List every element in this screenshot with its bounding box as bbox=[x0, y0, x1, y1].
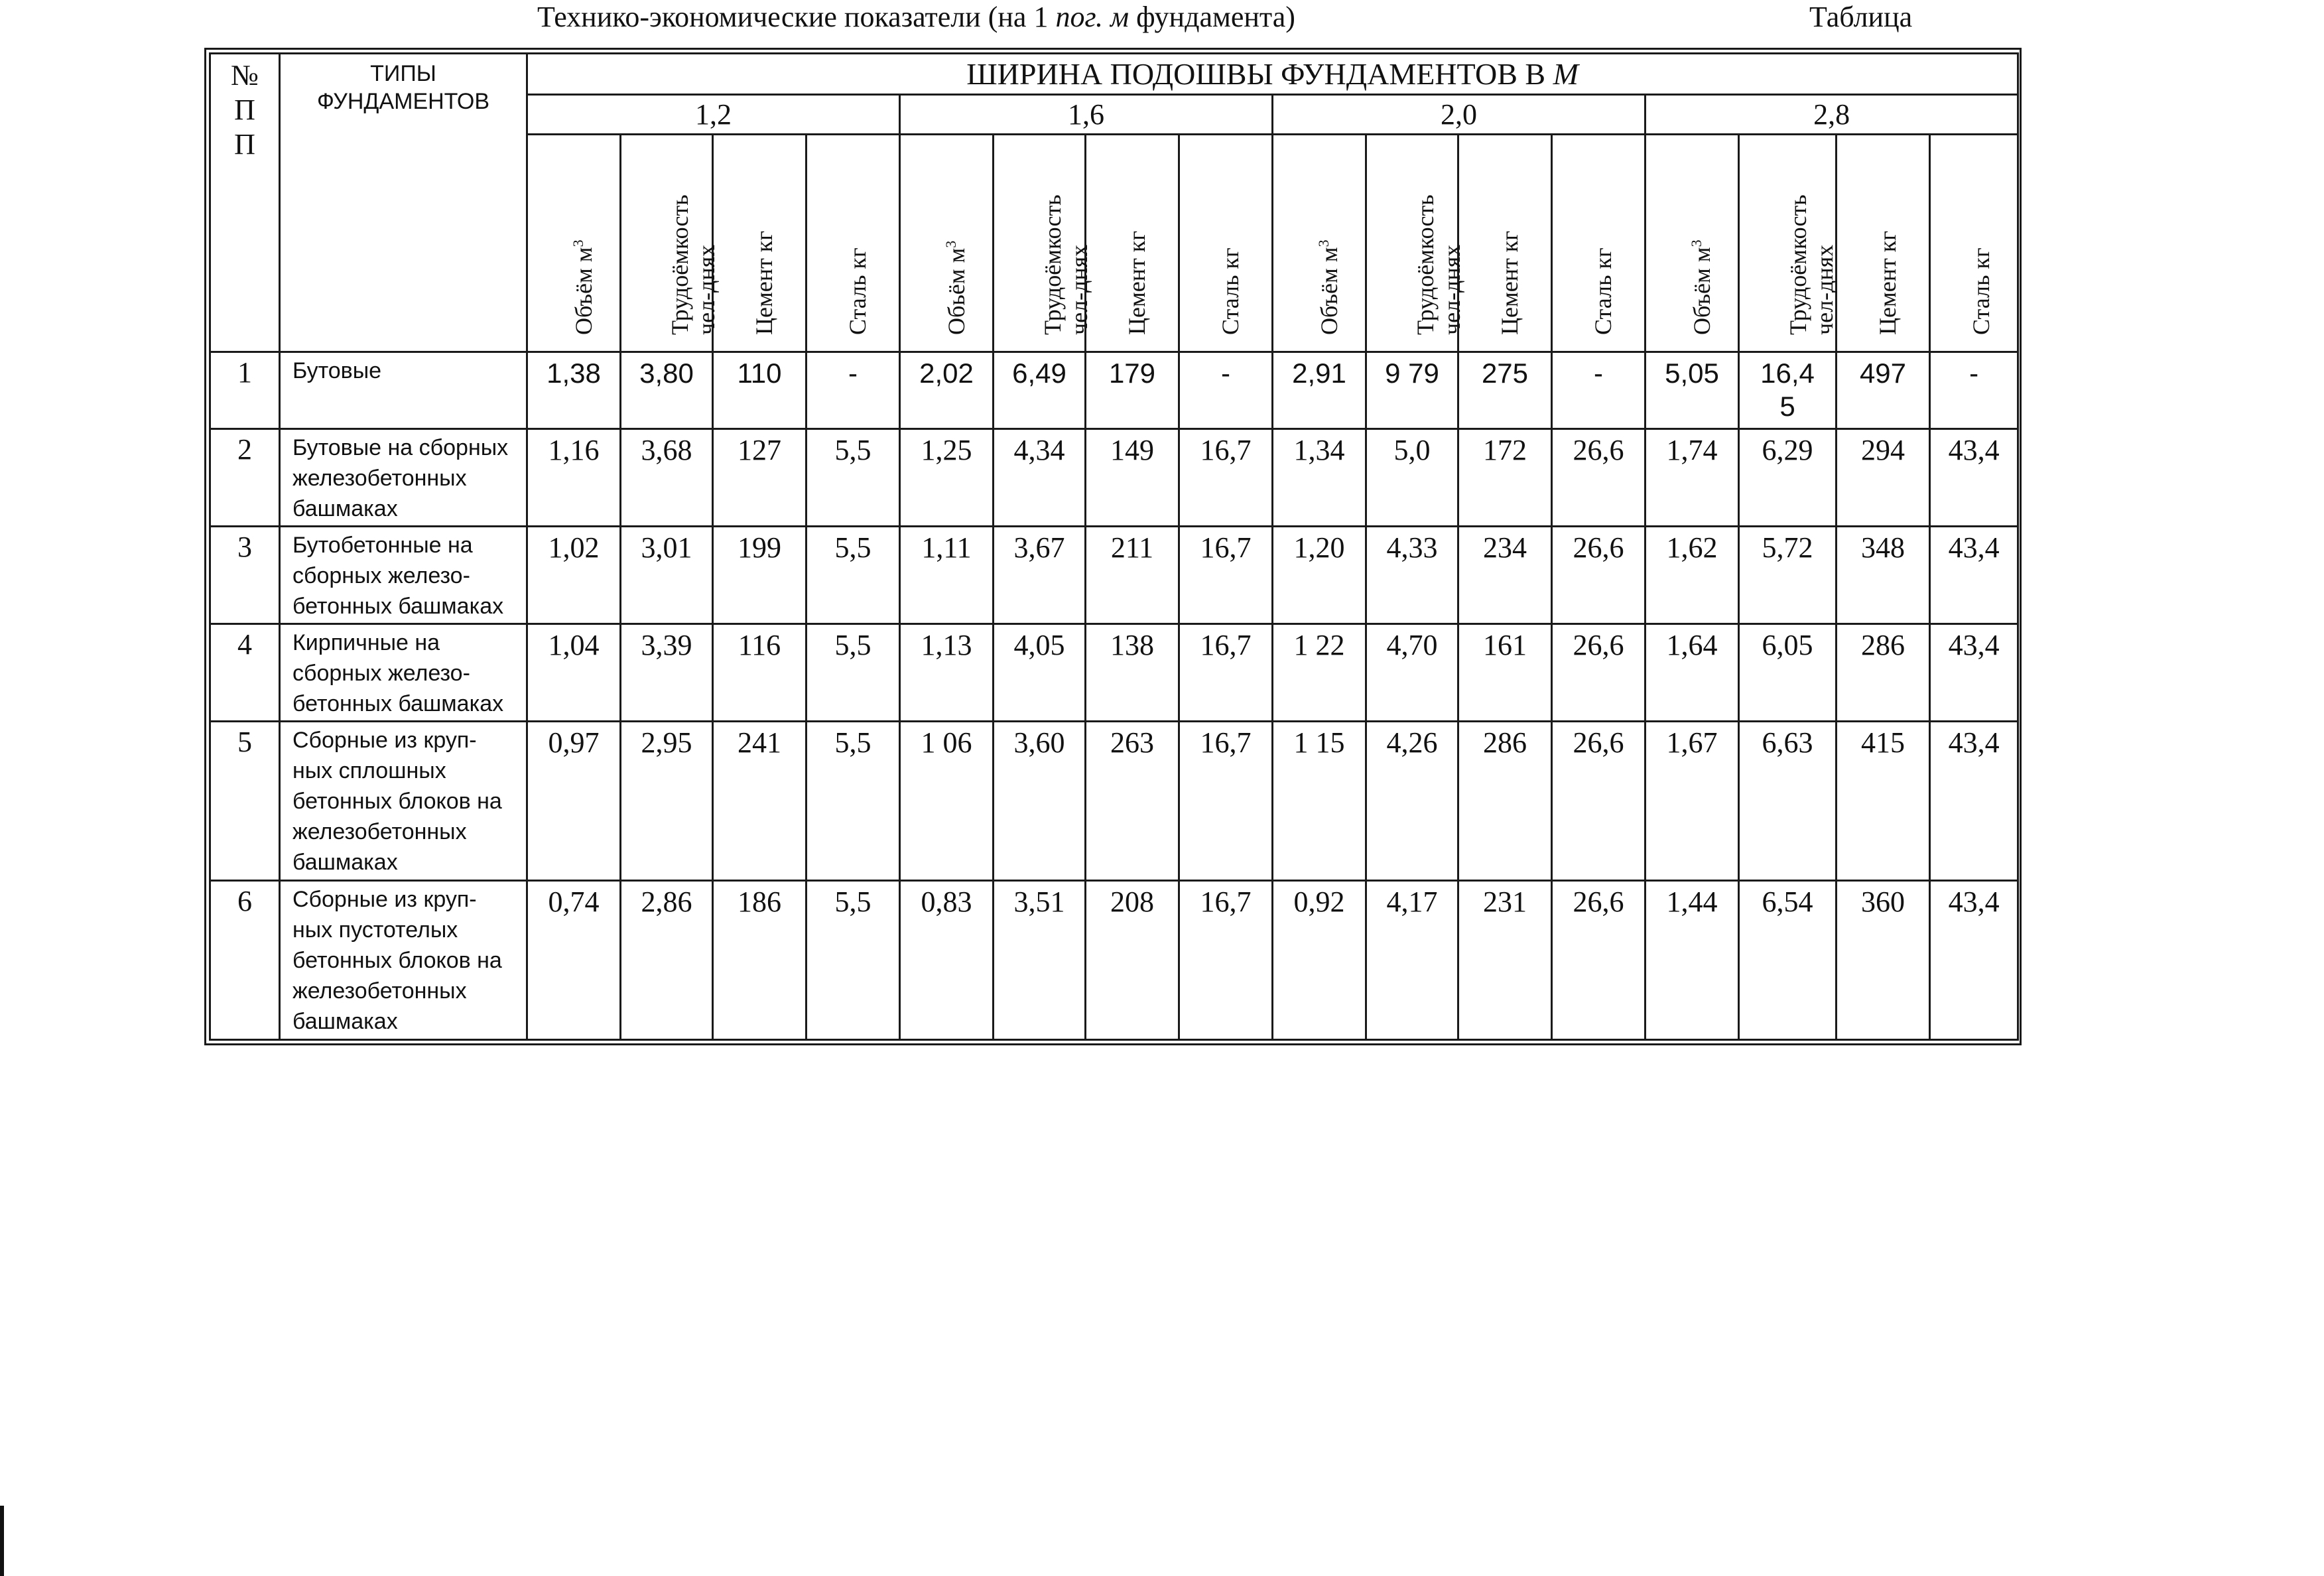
subheader-labor-line: чел-днях bbox=[693, 244, 720, 335]
row-value-cell: 5,5 bbox=[807, 624, 900, 722]
row-value-cell: 497 bbox=[1837, 352, 1930, 429]
row-value-cell: 1,67 bbox=[1646, 722, 1739, 881]
subheader-steel-text bbox=[1590, 247, 1616, 335]
row-value-cell: 116 bbox=[713, 624, 807, 722]
row-value-cell: 0,74 bbox=[527, 881, 621, 1040]
row-foundation-type bbox=[280, 352, 527, 429]
row-value-cell: 286 bbox=[1837, 624, 1930, 722]
row-value-cell: 1,74 bbox=[1646, 429, 1739, 527]
row-value-cell: - bbox=[1930, 352, 2018, 429]
row-value-cell: 4,26 bbox=[1366, 722, 1458, 881]
row-value-cell: 43,4 bbox=[1930, 881, 2018, 1040]
table-row bbox=[210, 722, 2018, 881]
foundation-type-line: ных пустотелых bbox=[292, 917, 458, 943]
row-value-cell: 3,68 bbox=[621, 429, 713, 527]
row-value-cell: 138 bbox=[1086, 624, 1179, 722]
foundation-type-line: Сборные из круп- bbox=[292, 728, 477, 753]
subheader-cement-cell bbox=[1086, 135, 1179, 352]
table-label: Таблица bbox=[1809, 1, 1913, 33]
row-value-cell: 231 bbox=[1458, 881, 1552, 1040]
row-value-cell: 43,4 bbox=[1930, 624, 2018, 722]
title-italic: пог. м bbox=[1055, 1, 1130, 33]
row-value-cell: 3,51 bbox=[994, 881, 1086, 1040]
row-value-cell: 5,05 bbox=[1646, 352, 1739, 429]
row-value-cell: 5,5 bbox=[807, 881, 900, 1040]
header-types-cell bbox=[280, 54, 527, 352]
subheader-volume-sup: 3 bbox=[570, 239, 586, 247]
row-value-cell: 4,17 bbox=[1366, 881, 1458, 1040]
subheader-volume-sup: 3 bbox=[1688, 239, 1705, 247]
row-number: 2 bbox=[210, 429, 280, 527]
value-line: 5 bbox=[1779, 391, 1795, 422]
row-foundation-type bbox=[280, 722, 527, 881]
data-table-frame bbox=[204, 48, 2022, 1045]
subheader-cement-cell bbox=[713, 135, 807, 352]
row-value-cell: 5,72 bbox=[1739, 527, 1837, 624]
row-value-cell: 1,34 bbox=[1273, 429, 1366, 527]
row-value-cell: 110 bbox=[713, 352, 807, 429]
table-row bbox=[210, 624, 2018, 722]
header-width-unit: М bbox=[1553, 56, 1579, 91]
subheader-steel-cell bbox=[807, 135, 900, 352]
header-num-cell bbox=[210, 54, 280, 352]
subheader-steel-label: Сталь кг bbox=[1968, 247, 1994, 335]
row-number: 3 bbox=[210, 527, 280, 624]
row-value-cell: 43,4 bbox=[1930, 527, 2018, 624]
row-value-cell: 26,6 bbox=[1552, 881, 1646, 1040]
header-num-line: П bbox=[234, 128, 255, 161]
row-value-cell: 4,70 bbox=[1366, 624, 1458, 722]
title-after: фундамента) bbox=[1129, 1, 1295, 33]
row-foundation-type bbox=[280, 624, 527, 722]
subheader-volume-cell bbox=[1273, 135, 1366, 352]
table-row bbox=[210, 881, 2018, 1040]
row-value-cell: 3,67 bbox=[994, 527, 1086, 624]
row-value-cell: 211 bbox=[1086, 527, 1179, 624]
row-value-cell: 6,05 bbox=[1739, 624, 1837, 722]
table-row bbox=[210, 429, 2018, 527]
foundation-type-line: Бутобетонные на bbox=[292, 533, 473, 558]
data-table bbox=[209, 52, 2019, 1041]
foundation-type-line: сборных железо- bbox=[292, 563, 470, 588]
foundation-type-line: бетонных блоков на bbox=[292, 789, 502, 814]
row-value-cell: 5,5 bbox=[807, 429, 900, 527]
foundation-type-line: ных сплошных bbox=[292, 758, 446, 783]
row-value-cell: 2,86 bbox=[621, 881, 713, 1040]
table-row bbox=[210, 527, 2018, 624]
subheader-steel-cell bbox=[1552, 135, 1646, 352]
subheader-volume-label: Объём м bbox=[1316, 247, 1342, 335]
subheader-steel-cell bbox=[1930, 135, 2018, 352]
subheader-steel-label: Сталь кг bbox=[1590, 247, 1616, 335]
row-value-cell: 149 bbox=[1086, 429, 1179, 527]
subheader-cement-cell bbox=[1837, 135, 1930, 352]
row-value-cell: 16,7 bbox=[1179, 722, 1273, 881]
row-value-cell: 1,04 bbox=[527, 624, 621, 722]
row-value-cell: 2,91 bbox=[1273, 352, 1366, 429]
row-value-cell: 6,49 bbox=[994, 352, 1086, 429]
subheader-labor-text bbox=[1039, 194, 1092, 335]
row-value-cell: 1 06 bbox=[900, 722, 994, 881]
header-num-line: № bbox=[231, 59, 259, 92]
row-value-cell: 4,33 bbox=[1366, 527, 1458, 624]
header-group-2-0: 2,0 bbox=[1273, 95, 1646, 135]
subheader-volume-label: Обьём м bbox=[943, 247, 970, 335]
row-value-cell: - bbox=[1179, 352, 1273, 429]
row-value-cell: - bbox=[807, 352, 900, 429]
row-value-cell bbox=[1739, 352, 1837, 429]
row-value-cell: 0,83 bbox=[900, 881, 994, 1040]
subheader-steel-label: Сталь кг bbox=[844, 247, 871, 335]
subheader-steel-text bbox=[1968, 247, 1994, 335]
subheader-steel-text bbox=[1217, 247, 1244, 335]
subheader-volume-text bbox=[565, 239, 597, 335]
row-value-cell: 26,6 bbox=[1552, 624, 1646, 722]
row-value-cell: 1,20 bbox=[1273, 527, 1366, 624]
header-group-2-8: 2,8 bbox=[1646, 95, 2018, 135]
row-foundation-type bbox=[280, 527, 527, 624]
subheader-cement-cell bbox=[1458, 135, 1552, 352]
row-value-cell: 16,7 bbox=[1179, 429, 1273, 527]
subheader-cement-label: Цемент кг bbox=[1496, 231, 1523, 335]
row-value-cell: 3,01 bbox=[621, 527, 713, 624]
row-value-cell: 1 15 bbox=[1273, 722, 1366, 881]
subheader-cement-text bbox=[1124, 231, 1150, 335]
table-body bbox=[210, 352, 2018, 1040]
foundation-type-line: башмаках bbox=[292, 1009, 398, 1034]
row-value-cell: 43,4 bbox=[1930, 722, 2018, 881]
row-value-cell: 43,4 bbox=[1930, 429, 2018, 527]
row-value-cell: 5,0 bbox=[1366, 429, 1458, 527]
value-line: 16,4 bbox=[1760, 358, 1815, 389]
subheader-volume-label: Объём м bbox=[570, 247, 597, 335]
header-width-text: ШИРИНА ПОДОШВЫ ФУНДАМЕНТОВ В bbox=[966, 56, 1553, 91]
row-value-cell: 1,13 bbox=[900, 624, 994, 722]
subheader-labor-text bbox=[667, 194, 720, 335]
subheader-labor-cell bbox=[1366, 135, 1465, 352]
row-value-cell: 16,7 bbox=[1179, 527, 1273, 624]
row-value-cell: 26,6 bbox=[1552, 722, 1646, 881]
foundation-type-line: сборных железо- bbox=[292, 661, 470, 686]
row-number: 6 bbox=[210, 881, 280, 1040]
row-value-cell: 1 22 bbox=[1273, 624, 1366, 722]
row-value-cell: 26,6 bbox=[1552, 429, 1646, 527]
subheader-steel-cell bbox=[1179, 135, 1273, 352]
foundation-type-line: Кирпичные на bbox=[292, 630, 440, 655]
page-title bbox=[537, 0, 1295, 34]
subheader-volume-cell bbox=[900, 135, 994, 352]
subheader-labor-line: Трудоёмкость bbox=[1785, 194, 1811, 335]
subheader-cement-label: Цемент кг bbox=[751, 231, 777, 335]
scan-edge-mark bbox=[0, 1506, 4, 1576]
subheader-cement-label: Цемент кг bbox=[1874, 231, 1901, 335]
row-value-cell: 3,39 bbox=[621, 624, 713, 722]
header-types-line: ТИПЫ bbox=[370, 61, 436, 86]
row-value-cell: 16,7 bbox=[1179, 881, 1273, 1040]
row-value-cell: 6,29 bbox=[1739, 429, 1837, 527]
subheader-labor-text bbox=[1785, 194, 1838, 335]
subheader-volume-sup: 3 bbox=[1315, 239, 1332, 247]
row-value-cell: 161 bbox=[1458, 624, 1552, 722]
foundation-type-line: бетонных башмаках bbox=[292, 594, 504, 619]
row-value-cell: 1,38 bbox=[527, 352, 621, 429]
row-value-cell: 0,97 bbox=[527, 722, 621, 881]
header-group-1-2: 1,2 bbox=[527, 95, 900, 135]
row-number: 4 bbox=[210, 624, 280, 722]
row-value-cell: 2,95 bbox=[621, 722, 713, 881]
row-value-cell: 127 bbox=[713, 429, 807, 527]
row-value-cell: 179 bbox=[1086, 352, 1179, 429]
row-value-cell: 4,34 bbox=[994, 429, 1086, 527]
row-value-cell: 186 bbox=[713, 881, 807, 1040]
subheader-volume-label: Объём м bbox=[1689, 247, 1715, 335]
subheader-labor-cell bbox=[621, 135, 720, 352]
subheader-labor-line: Трудоёмкость bbox=[667, 194, 693, 335]
row-value-cell: 6,54 bbox=[1739, 881, 1837, 1040]
subheader-volume-text bbox=[1683, 239, 1715, 335]
subheader-labor-text bbox=[1412, 194, 1465, 335]
row-value-cell: 415 bbox=[1837, 722, 1930, 881]
header-width-title bbox=[527, 54, 2018, 95]
subheader-cement-text bbox=[1496, 231, 1523, 335]
row-value-cell: 2,02 bbox=[900, 352, 994, 429]
row-value-cell: 1,64 bbox=[1646, 624, 1739, 722]
subheader-steel-label: Сталь кг bbox=[1217, 247, 1244, 335]
row-number: 1 bbox=[210, 352, 280, 429]
subheader-cement-text bbox=[751, 231, 777, 335]
subheader-volume-text bbox=[1311, 239, 1342, 335]
row-value-cell: 26,6 bbox=[1552, 527, 1646, 624]
foundation-type-line: башмаках bbox=[292, 496, 398, 521]
subheader-steel-text bbox=[844, 247, 871, 335]
title-before: Технико-экономические показатели (на 1 bbox=[537, 1, 1056, 33]
row-value-cell: 3,80 bbox=[621, 352, 713, 429]
row-value-cell: 1,02 bbox=[527, 527, 621, 624]
subheader-volume-text bbox=[938, 241, 970, 335]
row-value-cell: 5,5 bbox=[807, 527, 900, 624]
header-types-line: ФУНДАМЕНТОВ bbox=[316, 89, 490, 114]
row-foundation-type bbox=[280, 429, 527, 527]
foundation-type-line: железобетонных bbox=[292, 819, 467, 844]
foundation-type-line: башмаках bbox=[292, 850, 398, 875]
subheader-labor-cell bbox=[994, 135, 1092, 352]
subheader-volume-cell bbox=[1646, 135, 1739, 352]
foundation-type-line: Сборные из круп- bbox=[292, 887, 477, 912]
foundation-type-line: железобетонных bbox=[292, 978, 467, 1004]
row-value-cell: - bbox=[1552, 352, 1646, 429]
row-value-cell: 199 bbox=[713, 527, 807, 624]
subheader-labor-line: Трудоёмкость bbox=[1039, 194, 1066, 335]
subheader-volume-sup: 3 bbox=[942, 240, 959, 248]
row-foundation-type bbox=[280, 881, 527, 1040]
row-value-cell: 1,25 bbox=[900, 429, 994, 527]
row-value-cell: 294 bbox=[1837, 429, 1930, 527]
row-value-cell: 286 bbox=[1458, 722, 1552, 881]
foundation-type-line: Бутовые bbox=[292, 358, 382, 383]
subheader-labor-line: чел-днях bbox=[1439, 244, 1465, 335]
header-num-line: П bbox=[234, 94, 255, 126]
row-value-cell: 208 bbox=[1086, 881, 1179, 1040]
row-value-cell: 6,63 bbox=[1739, 722, 1837, 881]
row-value-cell: 4,05 bbox=[994, 624, 1086, 722]
row-value-cell: 5,5 bbox=[807, 722, 900, 881]
subheader-cement-text bbox=[1874, 231, 1901, 335]
subheader-volume-cell bbox=[527, 135, 621, 352]
header-group-1-6: 1,6 bbox=[900, 95, 1273, 135]
row-value-cell: 9 79 bbox=[1366, 352, 1458, 429]
foundation-type-line: Бутовые на сборных bbox=[292, 435, 509, 460]
row-value-cell: 16,7 bbox=[1179, 624, 1273, 722]
row-value-cell: 1,62 bbox=[1646, 527, 1739, 624]
row-number: 5 bbox=[210, 722, 280, 881]
subheader-labor-cell bbox=[1739, 135, 1837, 352]
table-row bbox=[210, 352, 2018, 429]
row-value-cell: 234 bbox=[1458, 527, 1552, 624]
row-value-cell: 1,16 bbox=[527, 429, 621, 527]
row-value-cell: 1,44 bbox=[1646, 881, 1739, 1040]
foundation-type-line: бетонных блоков на bbox=[292, 948, 502, 973]
row-value-cell: 1,11 bbox=[900, 527, 994, 624]
subheader-labor-line: чел-днях bbox=[1811, 244, 1838, 335]
row-value-cell: 348 bbox=[1837, 527, 1930, 624]
row-value-cell: 3,60 bbox=[994, 722, 1086, 881]
row-value-cell: 0,92 bbox=[1273, 881, 1366, 1040]
subheader-labor-line: Трудоёмкость bbox=[1412, 194, 1439, 335]
foundation-type-line: железобетонных bbox=[292, 466, 467, 491]
foundation-type-line: бетонных башмаках bbox=[292, 691, 504, 716]
subheader-cement-label: Цемент кг bbox=[1124, 231, 1150, 335]
row-value-cell: 263 bbox=[1086, 722, 1179, 881]
row-value-cell: 172 bbox=[1458, 429, 1552, 527]
row-value-cell: 241 bbox=[713, 722, 807, 881]
row-value-cell: 360 bbox=[1837, 881, 1930, 1040]
row-value-cell: 275 bbox=[1458, 352, 1552, 429]
subheader-labor-line: чел-днях bbox=[1066, 244, 1092, 335]
